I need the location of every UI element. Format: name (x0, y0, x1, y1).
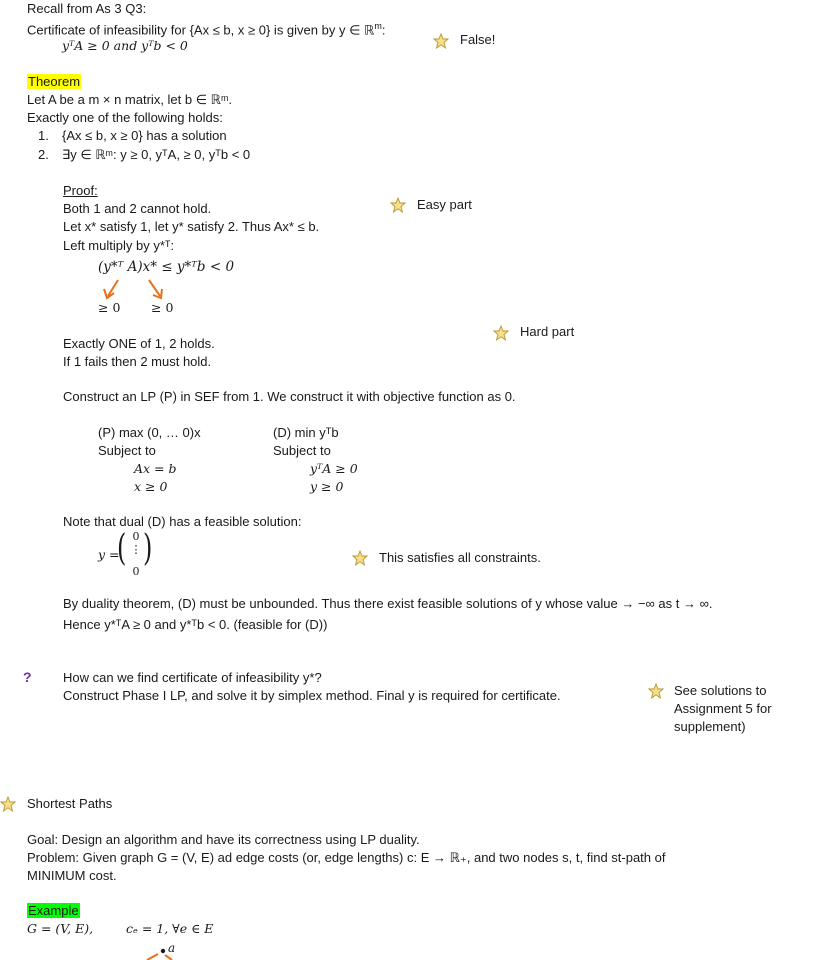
proof-expression: (y*ᵀ A)x* ≤ y*ᵀb < 0 (98, 259, 235, 275)
theorem-heading-text: Theorem (28, 74, 81, 89)
primal-constraint-1: Ax = b (134, 461, 177, 476)
star-icon (648, 683, 664, 699)
question-note-2: Assignment 5 for (674, 701, 772, 716)
primal-constraint-2: x ≥ 0 (134, 479, 168, 494)
proof-line1: Both 1 and 2 cannot hold. (63, 201, 212, 216)
example-heading (27, 902, 80, 919)
vector-right-paren: ) (143, 527, 153, 569)
question-note-1: See solutions to (674, 683, 767, 698)
vector-top: 0 (132, 530, 140, 543)
vector-mid: ⋮ (130, 543, 142, 556)
proof-line6: Construct an LP (P) in SEF from 1. We construct it with objective function as 0. (63, 389, 516, 404)
theorem-line2: Exactly one of the following holds: (27, 110, 223, 125)
graph-definition: G = (V, E), (27, 921, 94, 936)
certificate-text: Certificate of infeasibility for {Ax ≤ b, x ≥ 0} is given by y ∈ ℝ (27, 22, 375, 38)
recall-line: Recall from As 3 Q3: (27, 1, 147, 16)
theorem-item-1: {Ax ≤ b, x ≥ 0} has a solution (62, 128, 227, 143)
certificate-tail: : (381, 22, 386, 38)
example-heading-text: Example (28, 903, 79, 918)
shortest-goal: Goal: Design an algorithm and have its correctness using LP duality. (27, 832, 420, 847)
certificate-sup: m (374, 21, 382, 31)
proof-line2: Let x* satisfy 1, let y* satisfy 2. Thus Ax* ≤ b. (63, 219, 320, 234)
graph-node-label: a (168, 941, 176, 955)
theorem-item-2: ∃y ∈ ℝᵐ: y ≥ 0, yᵀA, ≥ 0, yᵀb < 0 (62, 147, 251, 162)
duality-line1: By duality theorem, (D) must be unbounded. Thus there exist feasible solutions of y whose value → −∞ as t → ∞. (63, 596, 713, 611)
question-note-3: supplement) (674, 719, 746, 734)
certificate-condition: yᵀA ≥ 0 and yᵀb < 0 (62, 38, 188, 53)
shortest-problem-2: MINIMUM cost. (27, 868, 117, 883)
dual-note-line: Note that dual (D) has a feasible solution: (63, 514, 302, 529)
dual-constraint-2: y ≥ 0 (310, 479, 344, 494)
theorem-heading (27, 73, 81, 90)
duality-line2: Hence y*ᵀA ≥ 0 and y*ᵀb < 0. (feasible for (D)) (63, 617, 328, 632)
question-line1: How can we find certificate of infeasibility y*? (63, 670, 322, 685)
note-hard: Hard part (520, 324, 575, 339)
note-constraints: This satisfies all constraints. (379, 550, 541, 565)
question-mark-icon: ? (23, 669, 32, 685)
theorem-line1: Let A be a m × n matrix, let b ∈ ℝᵐ. (27, 92, 233, 107)
dual-constraint-1: yᵀA ≥ 0 (310, 461, 358, 476)
primal-subject: Subject to (98, 443, 156, 458)
proof-line4: Exactly ONE of 1, 2 holds. (63, 336, 215, 351)
certificate-line (27, 18, 385, 38)
note-false: False! (460, 32, 496, 47)
theorem-item-num-2: 2. (38, 147, 49, 162)
note-easy: Easy part (417, 197, 472, 212)
proof-line3: Left multiply by y*ᵀ: (63, 238, 175, 253)
theorem-item-num-1: 1. (38, 128, 49, 143)
star-icon (493, 325, 509, 341)
vector-left-paren: ( (117, 527, 127, 569)
proof-heading: Proof: (63, 183, 98, 198)
question-line2: Construct Phase I LP, and solve it by simplex method. Final y is required for certificate. (63, 688, 561, 703)
shortest-heading: Shortest Paths (27, 796, 113, 811)
star-icon (352, 550, 368, 566)
proof-line5: If 1 fails then 2 must hold. (63, 354, 212, 369)
shortest-problem-1: Problem: Given graph G = (V, E) ad edge costs (or, edge lengths) c: E → ℝ₊, and two nodes s, t, find st-path of (27, 850, 666, 865)
ge-zero-b: ≥ 0 (151, 300, 174, 315)
primal-objective: (P) max (0, … 0)x (98, 425, 201, 440)
cost-definition: cₑ = 1, ∀e ∈ E (126, 921, 214, 936)
star-icon (433, 33, 449, 49)
star-icon (0, 796, 16, 812)
star-icon (390, 197, 406, 213)
dual-objective: (D) min yᵀb (273, 425, 339, 440)
dual-subject: Subject to (273, 443, 331, 458)
y-equals: y = (98, 547, 120, 562)
ge-zero-a: ≥ 0 (98, 300, 121, 315)
vector-bottom: 0 (132, 565, 140, 578)
